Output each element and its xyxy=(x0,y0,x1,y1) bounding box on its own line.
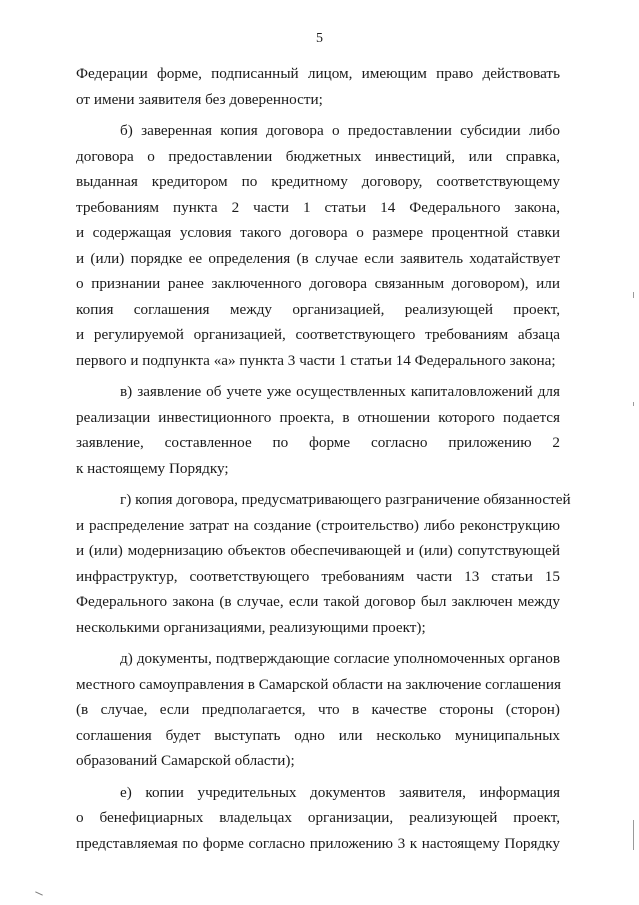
text-line: первого и подпункта «а» пункта 3 части 1 статьи 14 Федерального закона; xyxy=(76,351,556,369)
text-line: г) копия договора, предусматривающего разграничение обязанностей xyxy=(120,491,571,508)
paragraph-item-v xyxy=(76,379,560,481)
text-line: и содержащая условия такого договора о размере процентной ставки xyxy=(76,224,560,241)
text-line: е) копии учредительных документов заявителя, информация xyxy=(120,783,560,801)
document-body xyxy=(76,61,571,862)
text-line: соглашения будет выступать одно или несколько муниципальных xyxy=(76,726,560,744)
scan-edge-mark xyxy=(633,402,634,406)
text-line: выданная кредитором по кредитному договору, соответствующему xyxy=(76,173,560,190)
text-line: от имени заявителя без доверенности; xyxy=(76,90,323,108)
scan-corner-mark xyxy=(35,891,43,895)
text-line: местного самоуправления в Самарской области на заключение соглашения xyxy=(76,675,561,693)
text-line: б) заверенная копия договора о предоставлении субсидии либо xyxy=(120,122,560,139)
text-line: образований Самарской области); xyxy=(76,752,295,769)
text-line: и регулируемой организацией, соответствующего требованиям абзаца xyxy=(76,326,560,343)
text-line: представляемая по форме согласно приложению 3 к настоящему Порядку xyxy=(76,834,560,852)
paragraph-item-d xyxy=(76,646,560,774)
text-line: реализации инвестиционного проекта, в отношении которого подается xyxy=(76,408,560,426)
text-line: заявление, составленное по форме согласно приложению 2 xyxy=(76,434,560,451)
text-line: к настоящему Порядку; xyxy=(76,459,229,477)
text-line: о признании ранее заключенного договора связанным договором), или xyxy=(76,275,560,292)
text-line: о бенефициарных владельцах организации, реализующей проект, xyxy=(76,809,560,826)
paragraph-item-b xyxy=(76,118,560,373)
text-line: и (или) модернизацию объектов обеспечивающей и (или) сопутствующей xyxy=(76,542,560,559)
text-line: копия соглашения между организацией, реализующей проект, xyxy=(76,300,560,318)
text-line: инфраструктур, соответствующего требованиям части 13 статьи 15 xyxy=(76,567,560,585)
page-number: 5 xyxy=(316,31,323,46)
text-line: Федерации форме, подписанный лицом, имеющим право действовать xyxy=(76,65,560,82)
text-line: требованиям пункта 2 части 1 статьи 14 Федерального закона, xyxy=(76,198,560,216)
text-line: договора о предоставлении бюджетных инвестиций, или справка, xyxy=(76,147,560,165)
text-line: (в случае, если предполагается, что в качестве стороны (сторон) xyxy=(76,701,560,718)
text-line: и распределение затрат на создание (строительство) либо реконструкцию xyxy=(76,516,560,534)
paragraph-item-g xyxy=(76,487,571,640)
text-line: Федерального закона (в случае, если такой договор был заключен между xyxy=(76,593,560,610)
text-line: и (или) порядке ее определения (в случае если заявитель ходатайствует xyxy=(76,249,560,267)
scan-edge-mark xyxy=(633,292,634,298)
text-line: в) заявление об учете уже осуществленных капиталовложений для xyxy=(120,383,560,400)
text-line: д) документы, подтверждающие согласие уполномоченных органов xyxy=(120,650,560,667)
scan-edge-mark xyxy=(633,820,634,850)
paragraph-item-e xyxy=(76,780,560,857)
paragraph-continuation xyxy=(76,61,560,112)
text-line: несколькими организациями, реализующими проект); xyxy=(76,618,426,636)
